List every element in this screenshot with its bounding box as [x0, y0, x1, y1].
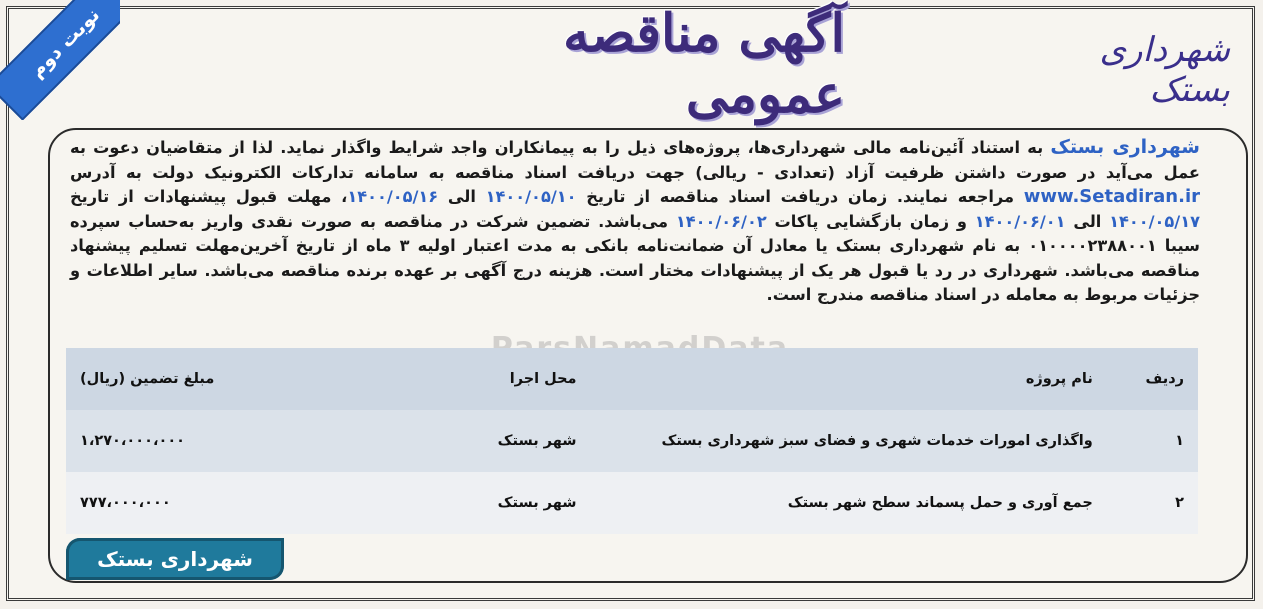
row-amount: ۱،۲۷۰،۰۰۰،۰۰۰	[66, 410, 333, 472]
body-part-2: مراجعه نمایند. زمان دریافت اسناد مناقصه از تاریخ	[576, 187, 1024, 206]
row-name: جمع آوری و حمل پسماند سطح شهر بستک	[591, 472, 1107, 534]
notice-body	[70, 135, 1200, 360]
header-place: محل اجرا	[333, 348, 590, 410]
notice-title: آگهی مناقصه عمومی	[563, 3, 845, 125]
table-row	[66, 410, 1198, 472]
turn-ribbon: نوبت دوم	[0, 0, 120, 120]
body-lead: شهرداری بستک	[1050, 136, 1200, 158]
table-row	[66, 472, 1198, 534]
body-part-1: به استناد آئین‌نامه مالی شهرداری‌ها، پروژه‌های ذیل را به پیمانکاران واجد شرایط واگذار نماید. لذا از متقاضیان دعوت به عمل می‌آید در صورت داشتن ظرفیت آزاد (تعدادی - ریالی) جهت دریافت اسناد مناقصه به سامانه تدارکات الکترونیک دولت به آدرس	[70, 138, 1200, 182]
body-part-6: و زمان بازگشایی پاکات	[766, 211, 975, 231]
projects-table	[66, 348, 1198, 534]
body-part-4: ، مهلت قبول پیشنهادات از تاریخ	[70, 187, 348, 206]
ribbon-holder	[0, 0, 120, 120]
header-num: ردیف	[1107, 348, 1198, 410]
row-num: ۲	[1107, 472, 1198, 534]
body-part-7: می‌باشد. تضمین شرکت در مناقصه به صورت نقدی واریز به‌حساب سپرده سیبا ۰۱۰۰۰۰۲۳۸۸۰۰۱ به نام شهرداری بستک یا معادل آن ضمانت‌نامه بانکی به مدت اعتبار اولیه ۳ ماه از تاریخ آخرین‌مهلت تسلیم پیشنهاد مناقصه می‌باشد. شهرداری در رد یا قبول هر یک از پیشنهادات مختار است. هزینه درج آگهی بر عهده برنده مناقصه می‌باشد. سایر اطلاعات و جزئیات مربوط به معامله در اسناد مناقصه مندرج است.	[70, 211, 1200, 304]
row-amount: ۷۷۷،۰۰۰،۰۰۰	[66, 472, 333, 534]
body-part-5: الی	[1065, 211, 1110, 231]
row-num: ۱	[1107, 410, 1198, 472]
header-amount: مبلغ تضمین (ریال)	[66, 348, 333, 410]
date-docs-start: ۱۴۰۰/۰۵/۱۰	[485, 187, 577, 206]
municipality-stamp: شهرداری بستک	[66, 538, 284, 580]
date-bids-start: ۱۴۰۰/۰۵/۱۷	[1109, 211, 1200, 231]
row-place: شهر بستک	[333, 472, 590, 534]
date-bids-end: ۱۴۰۰/۰۶/۰۱	[974, 211, 1066, 231]
date-opening: ۱۴۰۰/۰۶/۰۲	[675, 211, 767, 231]
body-part-3: الی	[438, 187, 486, 206]
setadiran-link[interactable]: www.Setadiran.ir	[1023, 186, 1201, 207]
municipality-logo: شهرداری بستک	[1099, 30, 1230, 110]
date-docs-end: ۱۴۰۰/۰۵/۱۶	[347, 187, 439, 206]
row-place: شهر بستک	[333, 410, 590, 472]
row-name: واگذاری امورات خدمات شهری و فضای سبز شهرداری بستک	[591, 410, 1107, 472]
header-name: نام پروژه	[591, 348, 1107, 410]
table-header-row	[66, 348, 1198, 410]
